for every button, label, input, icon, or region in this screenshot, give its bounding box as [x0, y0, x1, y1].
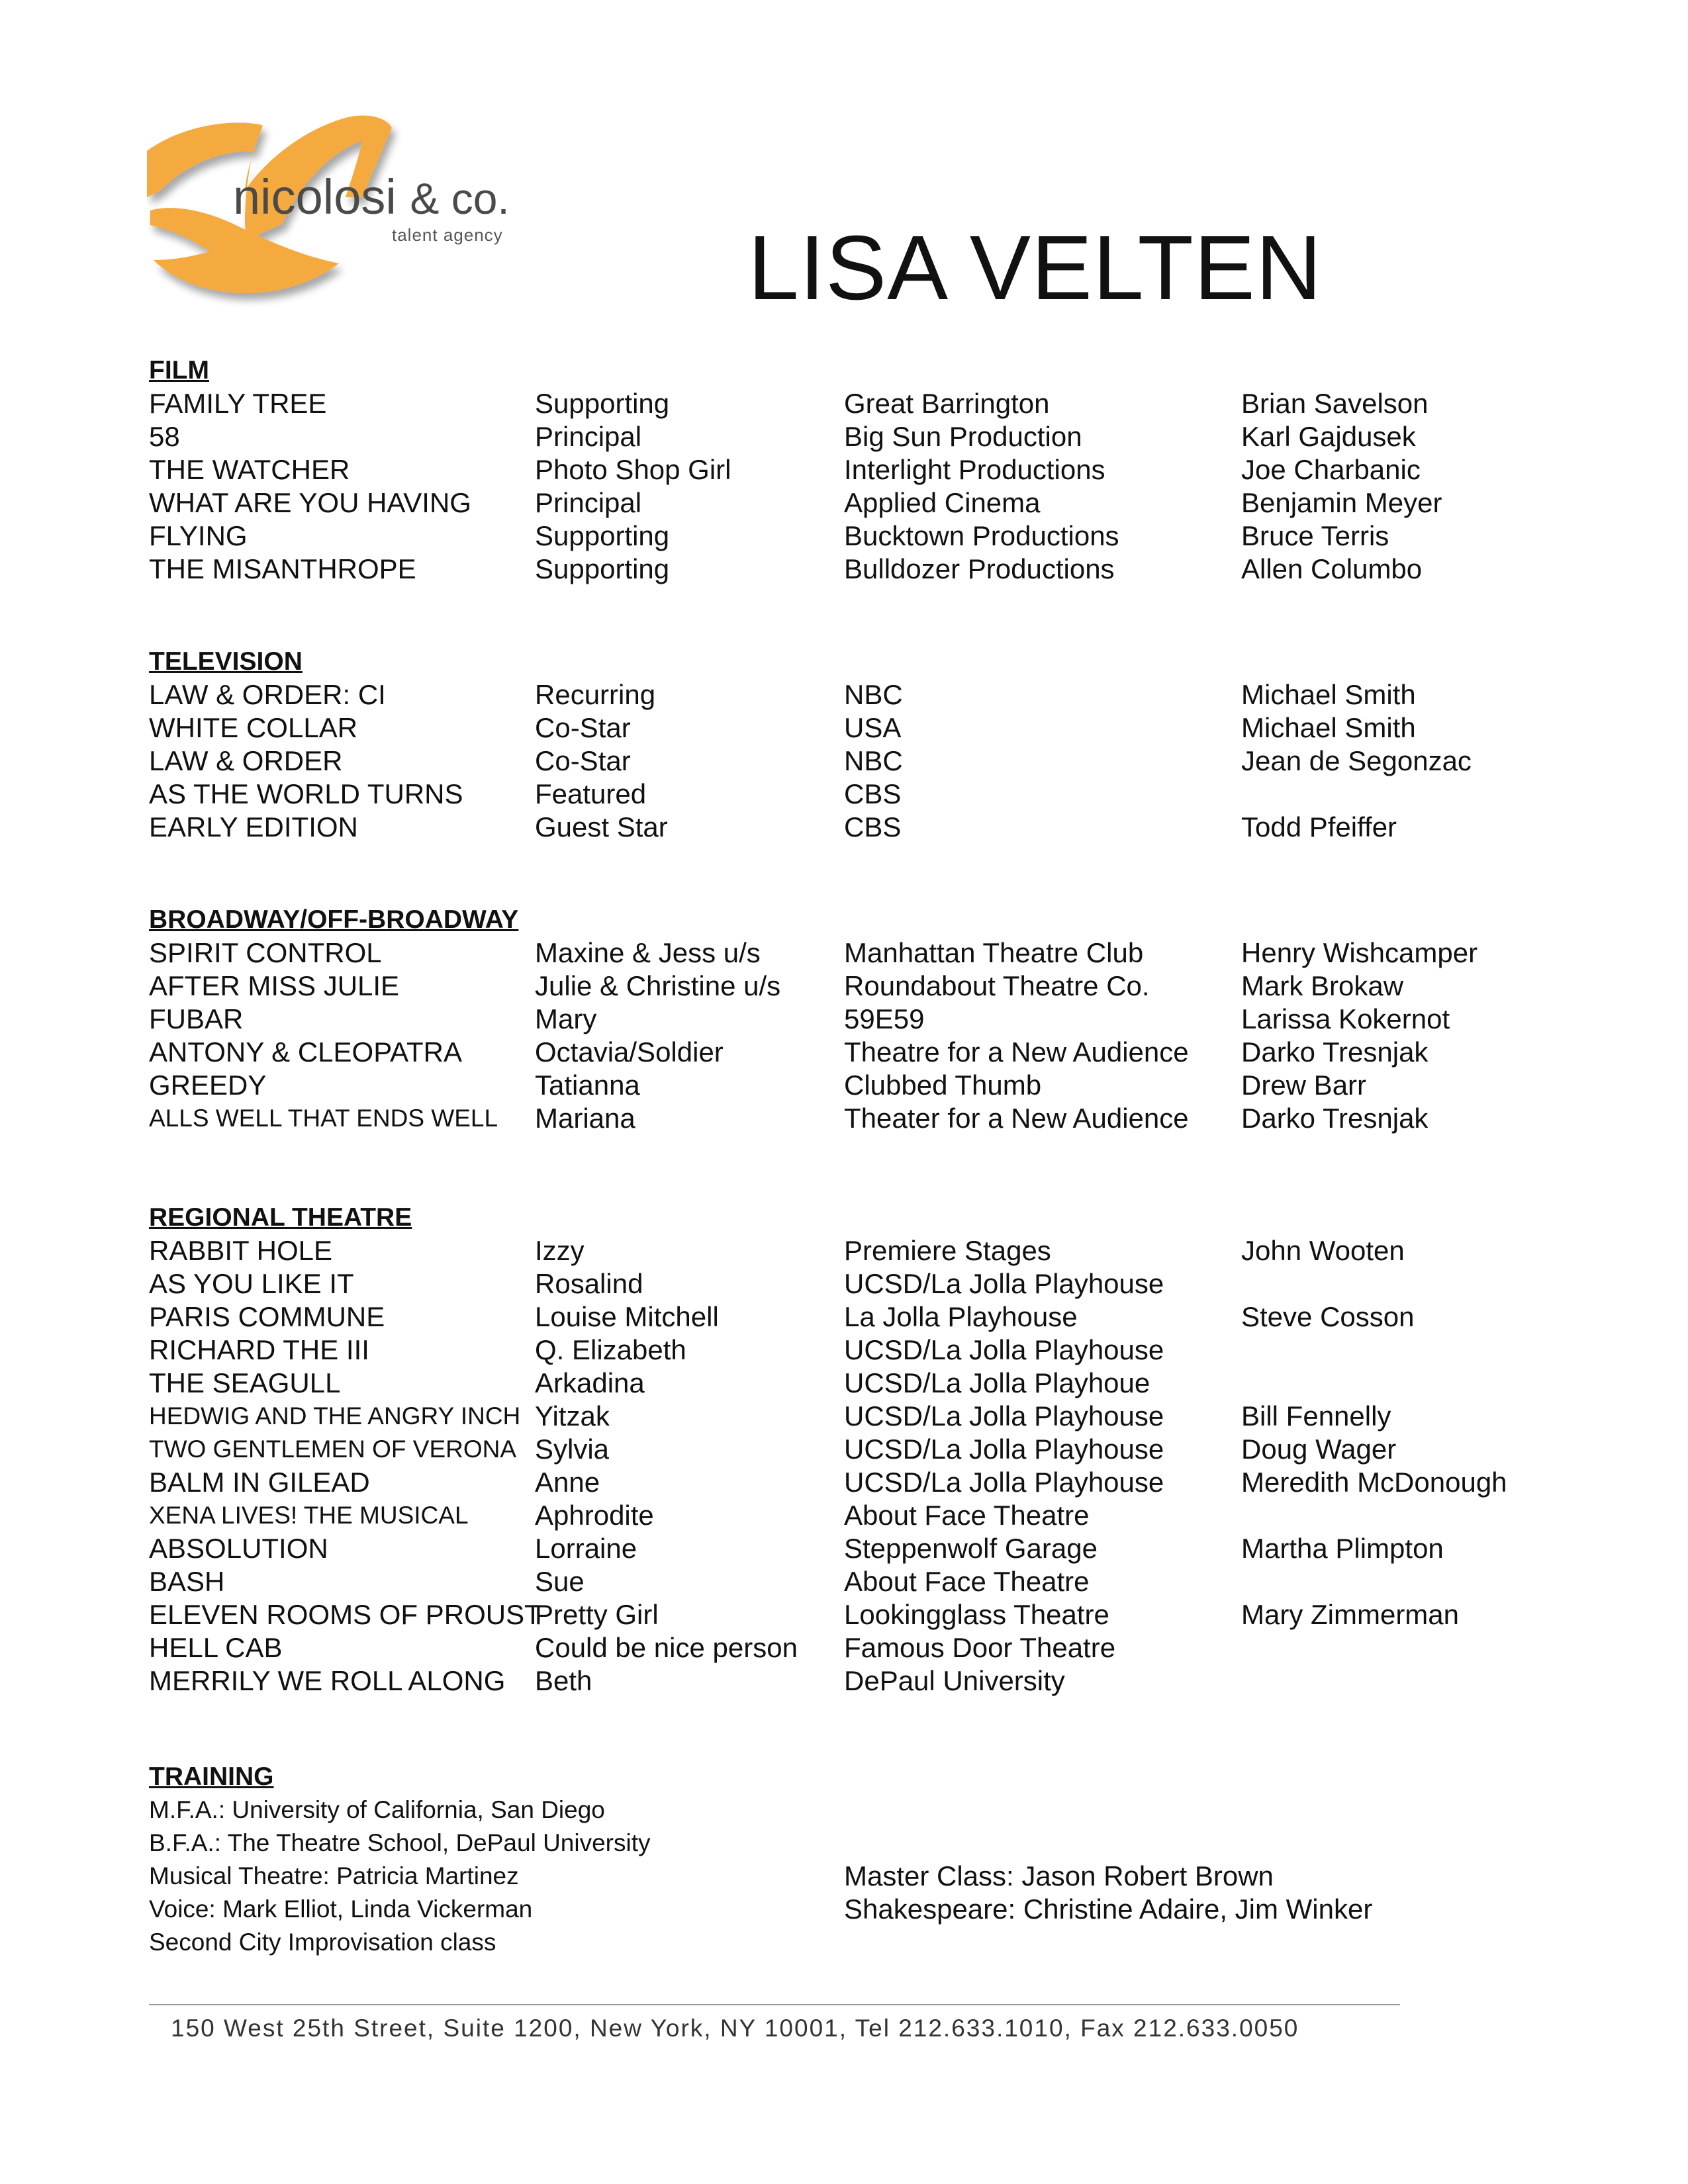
- credit-title: FLYING: [149, 520, 248, 551]
- credit-company: Lookingglass Theatre: [844, 1599, 1109, 1630]
- credit-row: [149, 1565, 1572, 1598]
- credit-title: ABSOLUTION: [149, 1533, 328, 1564]
- credit-row: [149, 1367, 1572, 1400]
- credit-row: [149, 420, 1572, 453]
- credit-company: Big Sun Production: [844, 421, 1082, 452]
- credit-row: [149, 970, 1572, 1003]
- credit-role: Recurring: [535, 679, 656, 710]
- credit-director: Joe Charbanic: [1241, 454, 1421, 485]
- training-left: Second City Improvisation class: [149, 1929, 496, 1956]
- credit-company: Great Barrington: [844, 388, 1050, 419]
- training-left: M.F.A.: University of California, San Diego: [149, 1796, 605, 1823]
- film-section: [149, 354, 1572, 586]
- credit-company: La Jolla Playhouse: [844, 1301, 1078, 1332]
- credit-role: Pretty Girl: [535, 1599, 659, 1630]
- regional-theatre-section: [149, 1201, 1572, 1698]
- credit-row: [149, 520, 1572, 553]
- credit-title: ALLS WELL THAT ENDS WELL: [149, 1105, 498, 1132]
- credit-director: Jean de Segonzac: [1241, 745, 1472, 776]
- credit-company: Theatre for a New Audience: [844, 1036, 1189, 1068]
- credit-row: [149, 778, 1572, 811]
- credit-row: [149, 811, 1572, 844]
- credit-role: Guest Star: [535, 811, 668, 842]
- credit-row: [149, 1036, 1572, 1069]
- credit-role: Maxine & Jess u/s: [535, 937, 761, 968]
- credit-company: Roundabout Theatre Co.: [844, 970, 1150, 1001]
- training-left: B.F.A.: The Theatre School, DePaul University: [149, 1829, 651, 1856]
- credit-role: Arkadina: [535, 1367, 645, 1398]
- credit-director: Karl Gajdusek: [1241, 421, 1416, 452]
- credit-role: Mary: [535, 1003, 597, 1034]
- credit-role: Principal: [535, 421, 642, 452]
- credit-title: HELL CAB: [149, 1632, 283, 1663]
- credit-row: [149, 553, 1572, 586]
- credit-role: Anne: [535, 1467, 600, 1498]
- credit-role: Julie & Christine u/s: [535, 970, 781, 1001]
- credit-director: Allen Columbo: [1241, 553, 1423, 584]
- credit-company: UCSD/La Jolla Playhoue: [844, 1367, 1150, 1398]
- credit-company: USA: [844, 712, 902, 743]
- credit-title: LAW & ORDER: [149, 745, 343, 776]
- credit-company: NBC: [844, 745, 903, 776]
- credit-role: Principal: [535, 487, 642, 518]
- credit-row: [149, 1234, 1572, 1267]
- credit-role: Q. Elizabeth: [535, 1334, 686, 1365]
- credit-company: DePaul University: [844, 1665, 1065, 1696]
- credit-role: Could be nice person: [535, 1632, 798, 1663]
- training-item: [149, 1893, 1572, 1926]
- credit-company: Bucktown Productions: [844, 520, 1119, 551]
- credit-role: Sylvia: [535, 1433, 610, 1465]
- credit-director: Darko Tresnjak: [1241, 1036, 1429, 1068]
- section-title: TELEVISION: [149, 647, 303, 676]
- credit-role: Louise Mitchell: [535, 1301, 719, 1332]
- credit-director: Benjamin Meyer: [1241, 487, 1442, 518]
- credit-row: [149, 1003, 1572, 1036]
- credit-director: Michael Smith: [1241, 712, 1416, 743]
- credit-title: AS YOU LIKE IT: [149, 1268, 354, 1299]
- credit-title: TWO GENTLEMEN OF VERONA: [149, 1435, 517, 1463]
- credit-role: Mariana: [535, 1103, 635, 1134]
- logo-text: [233, 171, 510, 225]
- credit-title: AFTER MISS JULIE: [149, 970, 400, 1001]
- credit-role: Izzy: [535, 1235, 585, 1266]
- credit-title: FAMILY TREE: [149, 388, 327, 419]
- training-section: [149, 1760, 1572, 1959]
- credit-company: UCSD/La Jolla Playhouse: [844, 1433, 1164, 1465]
- credit-row: [149, 1532, 1572, 1565]
- section-title: REGIONAL THEATRE: [149, 1203, 412, 1232]
- training-right: Master Class: Jason Robert Brown: [844, 1860, 1274, 1891]
- credit-director: Steve Cosson: [1241, 1301, 1415, 1332]
- credit-role: Supporting: [535, 520, 670, 551]
- credit-company: 59E59: [844, 1003, 925, 1034]
- training-right: Shakespeare: Christine Adaire, Jim Winker: [844, 1893, 1373, 1925]
- credit-row: [149, 1598, 1572, 1631]
- credit-title: RABBIT HOLE: [149, 1235, 332, 1266]
- credit-director: Brian Savelson: [1241, 388, 1429, 419]
- credit-company: About Face Theatre: [844, 1500, 1090, 1531]
- credit-list: [149, 678, 1572, 844]
- credit-row: [149, 1466, 1572, 1499]
- credit-role: Photo Shop Girl: [535, 454, 731, 485]
- credit-director: Todd Pfeiffer: [1241, 811, 1397, 842]
- credit-company: Steppenwolf Garage: [844, 1533, 1098, 1564]
- credit-role: Sue: [535, 1566, 585, 1597]
- credit-title: XENA LIVES! THE MUSICAL: [149, 1502, 469, 1529]
- credit-role: Aphrodite: [535, 1500, 654, 1531]
- actor-name: LISA VELTEN: [748, 217, 1323, 319]
- training-item: [149, 1860, 1572, 1893]
- credit-company: About Face Theatre: [844, 1566, 1090, 1597]
- credit-role: Rosalind: [535, 1268, 643, 1299]
- credit-title: LAW & ORDER: CI: [149, 679, 386, 710]
- credit-role: Featured: [535, 778, 647, 809]
- credit-title: FUBAR: [149, 1003, 244, 1034]
- credit-director: Bruce Terris: [1241, 520, 1389, 551]
- credit-row: [149, 1499, 1572, 1532]
- credit-row: [149, 1069, 1572, 1102]
- credit-role: Co-Star: [535, 745, 631, 776]
- credit-row: [149, 1664, 1572, 1698]
- credit-company: Famous Door Theatre: [844, 1632, 1116, 1663]
- credit-company: UCSD/La Jolla Playhouse: [844, 1467, 1164, 1498]
- credit-row: [149, 1334, 1572, 1367]
- credit-role: Octavia/Soldier: [535, 1036, 724, 1068]
- credit-row: [149, 1267, 1572, 1300]
- credit-role: Yitzak: [535, 1400, 610, 1432]
- credit-title: RICHARD THE III: [149, 1334, 369, 1365]
- credit-role: Supporting: [535, 388, 670, 419]
- logo-amp: & co.: [410, 174, 510, 223]
- footer-address: 150 West 25th Street, Suite 1200, New York, NY 10001, Tel 212.633.1010, Fax 212.633.0050: [171, 2015, 1299, 2042]
- footer-divider: [149, 2004, 1400, 2005]
- credit-title: EARLY EDITION: [149, 811, 358, 842]
- credit-director: Larissa Kokernot: [1241, 1003, 1450, 1034]
- credit-role: Supporting: [535, 553, 670, 584]
- logo-tagline: talent agency: [392, 225, 503, 245]
- credit-company: UCSD/La Jolla Playhouse: [844, 1334, 1164, 1365]
- credit-company: Interlight Productions: [844, 454, 1105, 485]
- credit-row: [149, 1631, 1572, 1664]
- credit-row: [149, 678, 1572, 711]
- credit-title: BASH: [149, 1566, 225, 1597]
- credit-title: AS THE WORLD TURNS: [149, 778, 463, 809]
- credit-role: Lorraine: [535, 1533, 637, 1564]
- credit-row: [149, 486, 1572, 520]
- credit-row: [149, 1400, 1572, 1433]
- training-left: Voice: Mark Elliot, Linda Vickerman: [149, 1895, 533, 1923]
- credit-list: [149, 387, 1572, 586]
- television-section: [149, 645, 1572, 844]
- credit-title: PARIS COMMUNE: [149, 1301, 385, 1332]
- credit-title: THE WATCHER: [149, 454, 350, 485]
- credit-title: WHITE COLLAR: [149, 712, 358, 743]
- credit-company: UCSD/La Jolla Playhouse: [844, 1268, 1164, 1299]
- credit-title: ANTONY & CLEOPATRA: [149, 1036, 463, 1068]
- credit-director: Doug Wager: [1241, 1433, 1397, 1465]
- credit-company: NBC: [844, 679, 903, 710]
- credit-company: Premiere Stages: [844, 1235, 1051, 1266]
- credit-row: [149, 745, 1572, 778]
- credit-row: [149, 387, 1572, 420]
- credit-director: Drew Barr: [1241, 1069, 1367, 1101]
- credit-role: Beth: [535, 1665, 592, 1696]
- credit-company: Clubbed Thumb: [844, 1069, 1042, 1101]
- credit-director: Henry Wishcamper: [1241, 937, 1478, 968]
- credit-title: THE SEAGULL: [149, 1367, 341, 1398]
- credit-company: Bulldozer Productions: [844, 553, 1115, 584]
- credit-row: [149, 936, 1572, 970]
- credit-title: BALM IN GILEAD: [149, 1467, 370, 1498]
- credit-director: Bill Fennelly: [1241, 1400, 1391, 1432]
- credit-company: UCSD/La Jolla Playhouse: [844, 1400, 1164, 1432]
- credit-company: Applied Cinema: [844, 487, 1041, 518]
- credit-title: SPIRIT CONTROL: [149, 937, 382, 968]
- credit-company: Manhattan Theatre Club: [844, 937, 1144, 968]
- section-title: BROADWAY/OFF-BROADWAY: [149, 905, 519, 934]
- credit-list: [149, 1234, 1572, 1698]
- credit-title: THE MISANTHROPE: [149, 553, 416, 584]
- logo-name: nicolosi: [233, 169, 397, 224]
- credit-company: Theater for a New Audience: [844, 1103, 1189, 1134]
- credit-list: [149, 936, 1572, 1135]
- broadway-section: [149, 903, 1572, 1135]
- credit-title: HEDWIG AND THE ANGRY INCH: [149, 1402, 521, 1430]
- credit-title: ELEVEN ROOMS OF PROUST: [149, 1599, 541, 1630]
- section-title: FILM: [149, 356, 209, 385]
- credit-title: MERRILY WE ROLL ALONG: [149, 1665, 506, 1696]
- credit-director: Meredith McDonough: [1241, 1467, 1507, 1498]
- credit-row: [149, 1433, 1572, 1466]
- credit-title: WHAT ARE YOU HAVING: [149, 487, 471, 518]
- credit-role: Tatianna: [535, 1069, 640, 1101]
- credit-row: [149, 1300, 1572, 1334]
- training-item: [149, 1827, 1572, 1860]
- training-item: [149, 1794, 1572, 1827]
- credit-title: 58: [149, 421, 180, 452]
- credit-director: Mark Brokaw: [1241, 970, 1404, 1001]
- credit-row: [149, 1102, 1572, 1135]
- section-title: TRAINING: [149, 1762, 274, 1791]
- credit-row: [149, 711, 1572, 745]
- credit-director: John Wooten: [1241, 1235, 1405, 1266]
- training-left: Musical Theatre: Patricia Martinez: [149, 1862, 519, 1889]
- credit-role: Co-Star: [535, 712, 631, 743]
- credit-director: Darko Tresnjak: [1241, 1103, 1429, 1134]
- credit-director: Mary Zimmerman: [1241, 1599, 1460, 1630]
- credit-director: Martha Plimpton: [1241, 1533, 1444, 1564]
- training-list: [149, 1794, 1572, 1959]
- training-item: [149, 1926, 1572, 1959]
- credit-director: Michael Smith: [1241, 679, 1416, 710]
- credit-row: [149, 453, 1572, 486]
- credit-company: CBS: [844, 778, 902, 809]
- credit-title: GREEDY: [149, 1069, 267, 1101]
- credit-company: CBS: [844, 811, 902, 842]
